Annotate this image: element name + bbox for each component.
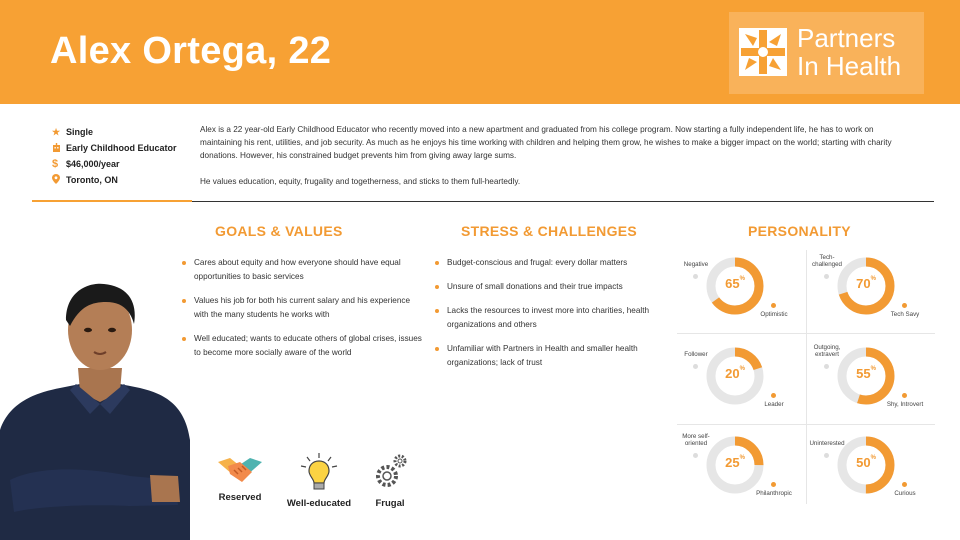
donut-right-dot — [902, 393, 907, 398]
donut-value: 20 — [725, 366, 740, 381]
map-pin-icon — [52, 174, 66, 186]
star-icon: ★ — [52, 126, 61, 137]
donut-left-label: Negative — [683, 261, 709, 268]
stress-list — [435, 256, 665, 380]
partners-in-health-logo — [729, 12, 924, 94]
fact-label: $46,000/year — [66, 159, 120, 169]
list-item: Well educated; wants to educate others of global crises, issues to become more socially aware of the world — [182, 332, 422, 360]
donut-right-label: Leader — [764, 401, 784, 408]
donut-percent — [705, 455, 765, 470]
donut-unit: % — [870, 455, 876, 461]
donut-value: 55 — [856, 366, 871, 381]
donut-unit: % — [870, 366, 876, 372]
trait-label: Well-educated — [286, 498, 352, 509]
donut-value: 65 — [725, 276, 740, 291]
logo-line-1: Partners — [797, 23, 896, 53]
trait-reserved — [200, 452, 280, 503]
fact-location — [52, 172, 177, 188]
dollar-icon: $ — [52, 158, 59, 170]
list-item: Lacks the resources to invest more into charities, health organizations and others — [435, 304, 665, 332]
logo-wordmark — [797, 24, 901, 80]
donut-unit: % — [739, 455, 745, 461]
donut-percent — [836, 455, 896, 470]
donut-left-dot — [824, 364, 829, 369]
fact-label: Toronto, ON — [66, 175, 118, 185]
list-item: Unsure of small donations and their true impacts — [435, 280, 665, 294]
donut-right-label: Optimistic — [760, 311, 788, 318]
donut-left-dot — [824, 274, 829, 279]
handshake-icon — [200, 452, 280, 486]
donut-unit: % — [739, 276, 745, 282]
donut-left-label: Outgoing, extravert — [813, 343, 841, 358]
donut-left-dot — [824, 453, 829, 458]
donut-percent — [836, 366, 896, 381]
logo-hands-icon — [739, 28, 787, 76]
donut-value: 70 — [856, 276, 871, 291]
donut-right-dot — [771, 393, 776, 398]
donut-right-dot — [771, 303, 776, 308]
donut-percent — [705, 366, 765, 381]
donut-value: 50 — [856, 455, 871, 470]
fact-relationship — [52, 124, 177, 140]
donut-left-label: Uninterested — [809, 440, 845, 447]
donut-left-label: Tech- challenged — [812, 253, 842, 268]
divider-line — [192, 201, 934, 202]
donut-percent — [836, 276, 896, 291]
personality-heading: PERSONALITY — [748, 223, 851, 239]
fact-label: Single — [66, 127, 94, 137]
personality-donut — [836, 346, 896, 406]
personality-donut — [836, 256, 896, 316]
goals-heading: GOALS & VALUES — [215, 223, 343, 239]
trait-label: Reserved — [218, 492, 262, 503]
donut-right-label: Shy, Introvert — [886, 401, 924, 408]
donut-unit: % — [739, 366, 745, 372]
donut-unit: % — [870, 276, 876, 282]
donut-left-dot — [693, 274, 698, 279]
donut-left-dot — [693, 453, 698, 458]
trait-frugal — [350, 452, 430, 509]
header-banner — [0, 0, 960, 104]
trait-well-educated — [279, 452, 359, 509]
logo-line-2: In Health — [797, 51, 902, 81]
list-item: Unfamiliar with Partners in Health and smaller health organizations; lack of trust — [435, 342, 665, 370]
persona-title: Alex Ortega, 22 — [50, 30, 332, 72]
bio-paragraph-1: Alex is a 22 year-old Early Childhood Educator who recently moved into a new apartment and graduated from his college program. Now starting a fully independent life, he has to work on maintaining his rent, utilities, and job security. As much as he enjoys his time working with children and helping them grow, he wishes to make a bigger impact on the world; starting with charity donations. However, his constrained budget prevents him from giving away large sums. — [200, 125, 892, 160]
donut-value: 25 — [725, 455, 740, 470]
donut-right-label: Tech Savy — [890, 311, 920, 318]
donut-percent — [705, 276, 765, 291]
donut-left-label: Follower — [684, 351, 708, 358]
fact-income — [52, 156, 177, 172]
goals-list — [182, 256, 422, 370]
lightbulb-icon — [279, 452, 359, 492]
gears-icon — [350, 452, 430, 492]
personality-donut — [705, 346, 765, 406]
fact-occupation — [52, 140, 177, 156]
quick-facts — [52, 124, 177, 188]
personality-donut — [705, 256, 765, 316]
trait-label: Frugal — [375, 498, 405, 509]
donut-left-label: More self- oriented — [682, 432, 710, 447]
list-item: Budget-conscious and frugal: every dollar matters — [435, 256, 665, 270]
divider-accent — [32, 200, 192, 202]
bio-text — [200, 123, 912, 188]
donut-right-dot — [771, 482, 776, 487]
fact-label: Early Childhood Educator — [66, 143, 177, 153]
building-icon — [52, 143, 66, 154]
donut-right-dot — [902, 303, 907, 308]
donut-right-label: Curious — [894, 490, 916, 497]
donut-left-dot — [693, 364, 698, 369]
personality-donut — [836, 435, 896, 495]
donut-right-dot — [902, 482, 907, 487]
donut-right-label: Philanthropic — [756, 490, 792, 497]
list-item: Cares about equity and how everyone should have equal opportunities to basic services — [182, 256, 422, 284]
persona-photo — [0, 280, 200, 540]
bio-paragraph-2: He values education, equity, frugality and togetherness, and sticks to them full-heartedly. — [200, 177, 521, 186]
stress-heading: STRESS & CHALLENGES — [461, 223, 638, 239]
list-item: Values his job for both his current salary and his experience with the many students he works with — [182, 294, 422, 322]
personality-donut — [705, 435, 765, 495]
grid-divider — [806, 250, 807, 504]
